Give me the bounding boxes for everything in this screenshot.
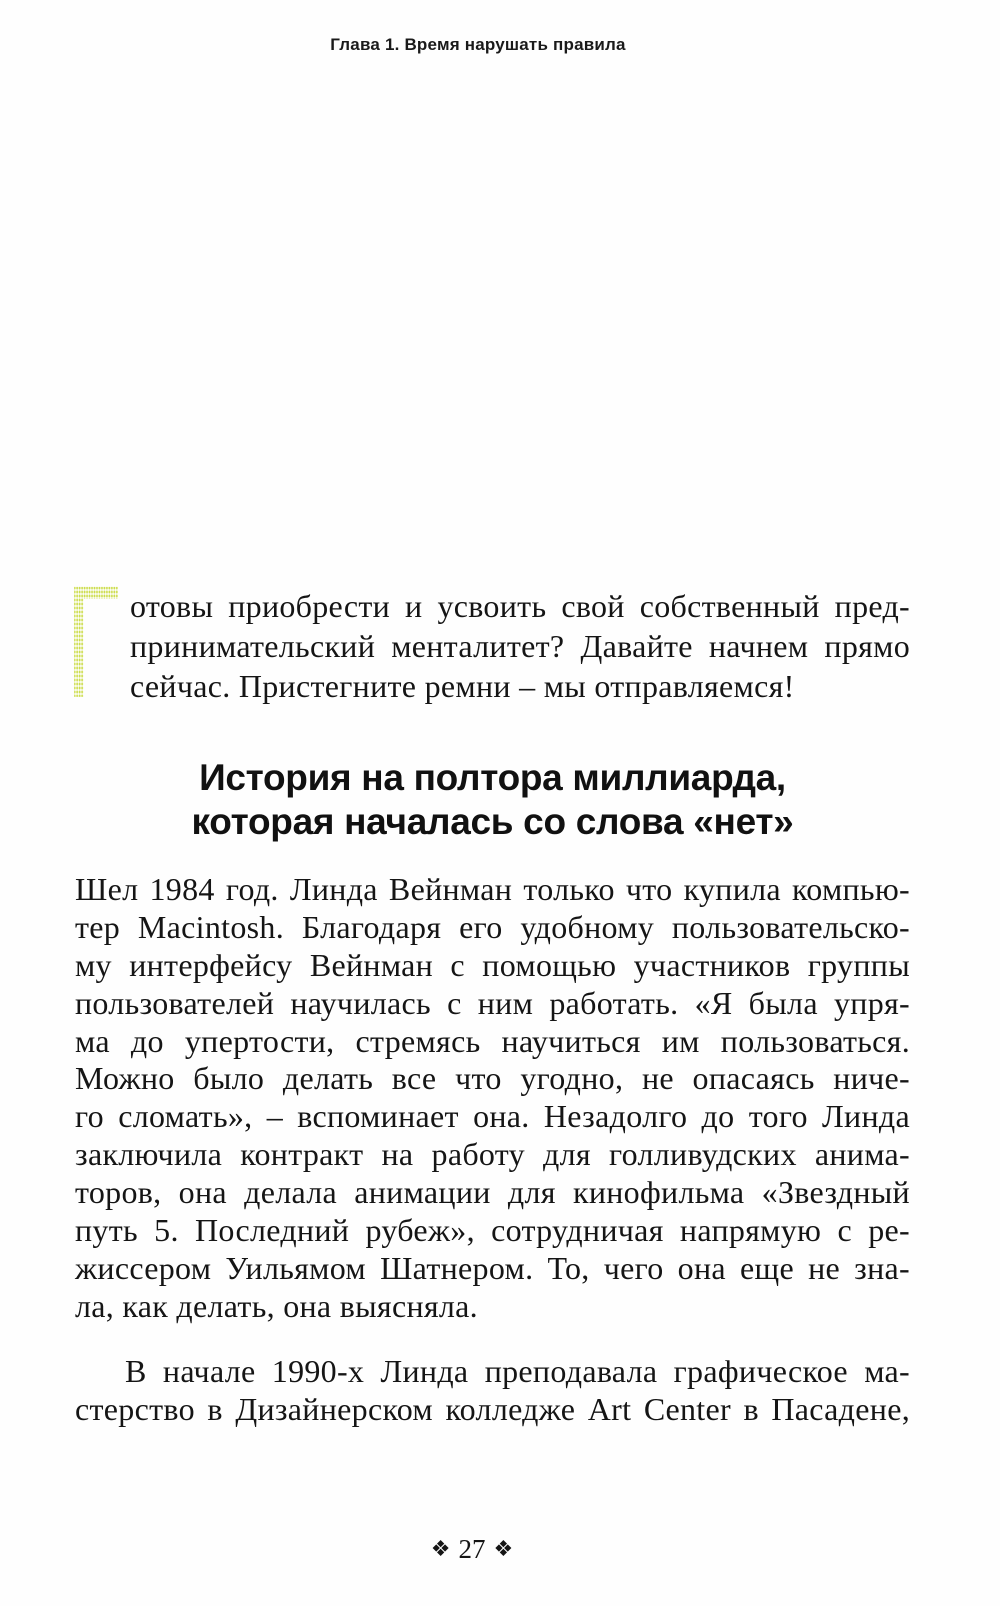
body-line: путь 5. Последний рубеж», сотрудничая напрямую с ре-: [75, 1212, 910, 1249]
section-heading: [75, 756, 910, 844]
ornament-right-icon: ❖: [493, 1537, 514, 1562]
ornament-left-icon: ❖: [430, 1537, 451, 1562]
body-line: ма до упертости, стремясь научиться им пользоваться.: [75, 1022, 910, 1059]
body-line: пользователей научилась с ним работать. «Я была упря-: [75, 984, 910, 1021]
body-line: Можно было делать все что угодно, не опасаясь ниче-: [75, 1060, 910, 1097]
drop-cap: Г: [66, 552, 120, 731]
body-line: го сломать», – вспоминает она. Незадолго до того Линда: [75, 1098, 910, 1135]
section-heading-line: которая началась со слова «нет»: [191, 801, 794, 842]
body-line: тер Macintosh. Благодаря его удобному пользовательско-: [75, 908, 910, 945]
body-line: му интерфейсу Вейнман с помощью участников группы: [75, 946, 910, 983]
intro-line: принимательский менталитет? Давайте начнем прямо: [130, 628, 910, 664]
body-line: Шел 1984 год. Линда Вейнман только что купила компью-: [75, 871, 910, 907]
body-line: ла, как делать, она выясняла.: [75, 1287, 478, 1324]
intro-paragraph: [130, 586, 910, 706]
body-line: стерство в Дизайнерском колледже Art Center в Пасадене,: [75, 1390, 910, 1427]
intro-line: сейчас. Пристегните ремни – мы отправляемся!: [130, 668, 795, 704]
page-footer: [0, 1530, 944, 1568]
body-line: жиссером Уильямом Шатнером. То, чего она еще не зна-: [75, 1249, 910, 1286]
body-line: торов, она делала анимации для кинофильма «Звездный: [75, 1174, 910, 1211]
body-paragraph: [75, 1353, 910, 1429]
running-header: Глава 1. Время нарушать правила: [330, 35, 626, 54]
body-line: В начале 1990-х Линда преподавала графическое ма-: [125, 1353, 910, 1389]
body-line: заключила контракт на работу для голливудских анима-: [75, 1136, 910, 1173]
section-heading-line: История на полтора миллиарда,: [199, 757, 786, 798]
page-number: 27: [458, 1534, 486, 1564]
intro-line: отовы приобрести и усвоить свой собственный пред-: [130, 588, 910, 624]
body-paragraph: [75, 871, 910, 1326]
